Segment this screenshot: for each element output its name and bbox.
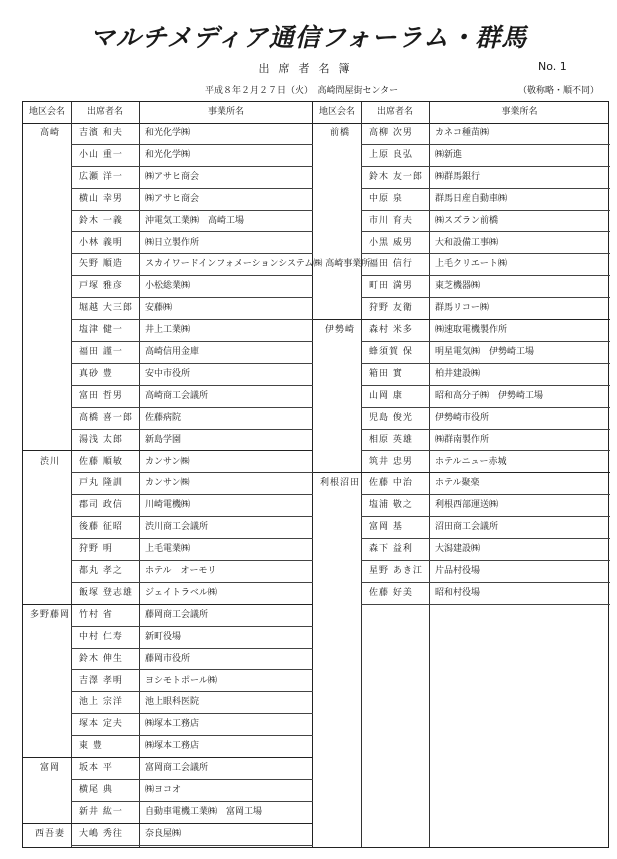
- table-row: [23, 298, 313, 320]
- district-cell: [317, 517, 363, 539]
- district-cell: 伊勢崎: [324, 325, 355, 336]
- attendee-name: 富田 哲男: [79, 390, 123, 401]
- table-row: [23, 824, 313, 846]
- district-cell: [27, 211, 73, 233]
- district-cell: [27, 583, 73, 605]
- district-cell: [317, 298, 363, 320]
- table-row: [313, 123, 610, 145]
- organization-name: 小松総業㈱: [145, 281, 191, 292]
- table-row: [23, 320, 313, 342]
- attendee-name: 富岡 基: [369, 522, 403, 533]
- organization-name: 群馬リコー㈱: [435, 303, 489, 314]
- organization-name: 上毛クリエート㈱: [435, 259, 507, 270]
- district-cell: [317, 254, 363, 276]
- organization-name: ㈱塚本工務店: [145, 719, 200, 730]
- district-cell: [27, 517, 73, 539]
- organization-name: ㈱塚本工務店: [145, 741, 200, 752]
- district-cell: [317, 539, 363, 561]
- organization-name: 明星電気㈱ 伊勢崎工場: [435, 347, 535, 357]
- district-cell: [27, 430, 73, 452]
- district-cell: [27, 692, 73, 714]
- organization-name: 片品村役場: [435, 566, 481, 576]
- attendee-name: 小林 義明: [79, 237, 123, 248]
- table-row: [313, 583, 610, 605]
- attendee-name: 市川 育夫: [369, 215, 413, 226]
- district-cell: [27, 364, 73, 386]
- organization-name: 安中市役所: [145, 368, 191, 379]
- attendee-name: 戸塚 雅彦: [79, 281, 123, 292]
- table-row: [23, 211, 313, 233]
- district-cell: 多野藤岡: [29, 609, 70, 620]
- document-number: No. 1: [538, 60, 567, 73]
- table-row: [23, 539, 313, 561]
- district-cell: [317, 276, 363, 298]
- organization-name: ホテル オーモリ: [145, 566, 217, 576]
- attendee-name: 小山 重一: [79, 149, 123, 160]
- organization-name: ホテルニュー赤城: [435, 456, 507, 467]
- district-cell: [317, 233, 363, 255]
- attendee-name: 上原 良弘: [369, 149, 413, 160]
- table-row: [313, 342, 610, 364]
- organization-name: ㈱群馬銀行: [435, 171, 481, 182]
- district-cell: [27, 627, 73, 649]
- organization-name: 利根西部運送㈱: [435, 500, 499, 511]
- organization-name: ㈱スズラン前橋: [435, 215, 499, 226]
- district-cell: [317, 430, 363, 452]
- attendee-name: 後藤 征昭: [79, 522, 123, 533]
- district-cell: [317, 408, 363, 430]
- district-cell: [27, 539, 73, 561]
- district-cell: [27, 233, 73, 255]
- organization-name: 藤岡商工会議所: [145, 609, 209, 620]
- district-cell: [317, 364, 363, 386]
- table-row: [23, 495, 313, 517]
- table-row: [313, 189, 610, 211]
- table-row: [313, 517, 610, 539]
- district-cell: [27, 145, 73, 167]
- attendee-name: 森村 米多: [369, 325, 413, 336]
- table-row: [313, 254, 610, 276]
- table-row: [23, 517, 313, 539]
- district-cell: [317, 211, 363, 233]
- table-row: [23, 342, 313, 364]
- table-row: [313, 298, 610, 320]
- attendee-name: 湯浅 太郎: [79, 434, 123, 445]
- attendee-name: 箱田 實: [369, 368, 403, 379]
- table-row: [23, 758, 313, 780]
- table-row: [23, 189, 313, 211]
- table-row: [23, 452, 313, 474]
- table-row: [23, 386, 313, 408]
- organization-name: 新島学園: [145, 434, 182, 445]
- table-row: [23, 167, 313, 189]
- district-cell: [317, 189, 363, 211]
- attendee-name: 佐藤 中治: [369, 478, 413, 489]
- table-row: [23, 408, 313, 430]
- district-cell: [27, 561, 73, 583]
- attendee-name: 広瀬 洋一: [79, 171, 123, 182]
- attendee-name: 横尾 典: [79, 785, 113, 795]
- attendee-name: 中原 泉: [369, 193, 403, 204]
- table-row: [23, 692, 313, 714]
- district-cell: [27, 736, 73, 758]
- organization-name: 池上眼科医院: [145, 697, 200, 708]
- attendee-name: 矢野 順造: [79, 259, 123, 270]
- organization-name: カンサン㈱: [145, 456, 190, 467]
- table-row: [313, 167, 610, 189]
- organization-name: 自動車電機工業㈱ 富岡工場: [145, 806, 263, 817]
- header-attendee-right: 出席者名: [376, 107, 413, 117]
- organization-name: 沼田商工会議所: [435, 522, 499, 533]
- table-row: [313, 386, 610, 408]
- district-cell: [27, 167, 73, 189]
- attendee-name: 筑井 忠男: [369, 456, 413, 467]
- organization-name: 和光化学㈱: [145, 128, 191, 138]
- organization-name: 昭和村役場: [435, 587, 481, 598]
- district-cell: [27, 649, 73, 671]
- district-cell: [27, 408, 73, 430]
- attendee-name: 真砂 豊: [79, 368, 113, 379]
- attendee-name: 山岡 康: [369, 390, 403, 401]
- attendee-name: 中村 仁寿: [79, 631, 123, 642]
- header-district-right: 地区会名: [318, 107, 355, 117]
- attendee-name: 大嶋 秀往: [79, 828, 123, 839]
- district-cell: [317, 583, 363, 605]
- attendee-name: 塩浦 敬之: [369, 500, 413, 511]
- table-row: [313, 276, 610, 298]
- district-cell: 渋川: [39, 456, 60, 467]
- attendee-name: 飯塚 登志雄: [79, 587, 133, 598]
- table-row: [23, 364, 313, 386]
- table-row: [313, 211, 610, 233]
- table-row: [23, 649, 313, 671]
- organization-name: カネコ種苗㈱: [435, 128, 490, 138]
- table-row: [23, 254, 371, 276]
- district-cell: [27, 671, 73, 693]
- table-row: [313, 495, 610, 517]
- attendee-name: 狩野 明: [79, 544, 113, 555]
- organization-name: 渋川商工会議所: [145, 522, 209, 533]
- organization-name: カンサン㈱: [145, 478, 190, 489]
- attendee-name: 森下 益利: [369, 544, 413, 555]
- organization-name: ㈱群南製作所: [435, 434, 490, 445]
- table-row: [23, 627, 313, 649]
- organization-name: 大和設備工事㈱: [435, 237, 499, 248]
- table-row: [313, 539, 610, 561]
- attendee-name: 佐藤 順敏: [79, 456, 123, 467]
- district-cell: [317, 145, 363, 167]
- organization-name: 伊勢崎市役所: [435, 412, 490, 423]
- district-cell: [27, 780, 73, 802]
- table-row: [23, 276, 313, 298]
- attendee-name: 小黒 威男: [369, 237, 413, 248]
- attendee-name: 児島 俊光: [369, 412, 413, 423]
- table-row: [23, 714, 313, 736]
- attendee-name: 東 豊: [79, 741, 103, 752]
- table-row: [23, 145, 313, 167]
- table-row: [313, 233, 610, 255]
- organization-name: 新町役場: [145, 631, 182, 642]
- attendee-name: 高柳 次男: [369, 128, 413, 138]
- meeting-date-venue: 平成８年２月２７日（火） 高崎問屋街センター: [205, 86, 399, 96]
- district-cell: [27, 189, 73, 211]
- attendee-name: 福田 信行: [369, 259, 413, 270]
- organization-name: 藤岡市役所: [145, 653, 191, 664]
- organization-name: ヨシモトポール㈱: [145, 675, 217, 686]
- organization-name: 高崎信用金庫: [145, 347, 200, 357]
- district-cell: [27, 473, 73, 495]
- attendee-name: 塩津 健一: [79, 325, 123, 336]
- organization-name: ㈱新進: [435, 149, 463, 160]
- district-cell: [27, 320, 73, 342]
- header-organization-right: 事業所名: [501, 107, 538, 117]
- organization-name: 安藤㈱: [145, 303, 173, 314]
- district-cell: [317, 386, 363, 408]
- organization-name: 佐藤病院: [145, 412, 182, 423]
- organization-name: 沖電気工業㈱ 高崎工場: [145, 215, 245, 226]
- table-row: [313, 145, 610, 167]
- district-cell: [27, 298, 73, 320]
- organization-name: 川崎電機㈱: [145, 500, 191, 511]
- attendee-name: 相原 英雄: [369, 434, 413, 445]
- organization-name: 上毛電業㈱: [145, 544, 191, 555]
- attendee-name: 竹村 省: [79, 609, 113, 620]
- table-row: [23, 605, 313, 627]
- district-cell: [27, 714, 73, 736]
- right-roster: [313, 123, 610, 847]
- organization-name: 群馬日産自動車㈱: [435, 193, 508, 204]
- attendee-name: 鈴木 友一郎: [369, 171, 423, 182]
- attendee-name: 横山 幸男: [79, 193, 123, 204]
- organization-name: ジェイトラベル㈱: [145, 587, 217, 598]
- organization-name: 柏井建設㈱: [435, 368, 481, 379]
- attendee-name: 星野 あき江: [369, 566, 423, 576]
- attendee-name: 新井 紘一: [79, 806, 123, 817]
- organization-name: ㈱速取電機製作所: [435, 325, 508, 336]
- district-cell: [27, 495, 73, 517]
- district-cell: 前橋: [329, 128, 350, 138]
- table-row: [313, 408, 610, 430]
- header-organization: 事業所名: [207, 107, 244, 117]
- attendee-name: 都丸 孝之: [79, 566, 123, 576]
- organization-name: 井上工業㈱: [145, 325, 191, 336]
- district-cell: [317, 452, 363, 474]
- document-subtitle: 出席者名簿: [258, 62, 359, 75]
- attendee-name: 戸丸 隆訓: [79, 478, 123, 489]
- district-cell: 富岡: [39, 763, 60, 774]
- table-row: [313, 364, 610, 386]
- organization-name: 昭和高分子㈱ 伊勢崎工場: [435, 390, 544, 401]
- page-title: マルチメディア通信フォーラム・群馬: [89, 23, 528, 52]
- district-cell: 利根沼田: [319, 478, 360, 489]
- organization-name: 大潟建設㈱: [435, 544, 481, 555]
- district-cell: [27, 254, 73, 276]
- district-cell: [27, 386, 73, 408]
- district-cell: [27, 342, 73, 364]
- table-row: [23, 473, 313, 495]
- table-row: [23, 233, 313, 255]
- organization-name: 奈良屋㈱: [145, 828, 182, 839]
- table-row: [23, 430, 313, 452]
- table-row: [23, 780, 313, 802]
- attendee-name: 福田 謹一: [79, 347, 123, 357]
- header-district: 地区会名: [28, 107, 65, 117]
- table-row: [23, 123, 313, 145]
- district-cell: [317, 495, 363, 517]
- attendee-name: 堀越 大三郎: [79, 303, 133, 314]
- district-cell: [317, 167, 363, 189]
- district-cell: [317, 342, 363, 364]
- table-row: [313, 473, 610, 495]
- organization-name: 富岡商工会議所: [145, 763, 209, 774]
- attendee-name: 高橋 喜一郎: [79, 412, 133, 423]
- organization-name: ㈱日立製作所: [145, 237, 200, 248]
- organization-name: 和光化学㈱: [145, 149, 191, 160]
- table-row: [23, 736, 313, 758]
- table-row: [313, 320, 610, 342]
- district-cell: 高崎: [39, 128, 60, 138]
- attendee-name: 狩野 友衛: [369, 303, 413, 314]
- organization-name: 東芝機器㈱: [435, 281, 481, 292]
- attendee-name: 蜂須賀 保: [369, 347, 413, 357]
- table-row: [23, 802, 313, 824]
- table-row: [23, 561, 313, 583]
- district-cell: [27, 802, 73, 824]
- attendee-name: 池上 宗洋: [79, 697, 123, 708]
- organization-name: 高崎商工会議所: [145, 390, 209, 401]
- attendee-table: [22, 101, 609, 848]
- attendee-name: 吉濱 和夫: [79, 128, 123, 138]
- table-row: [313, 561, 610, 583]
- attendee-name: 佐藤 好美: [369, 587, 413, 598]
- organization-name: スカイワードインフォメーションシステム㈱ 高崎事業所: [145, 259, 371, 270]
- table-header: [23, 102, 608, 124]
- attendee-name: 坂本 平: [79, 763, 113, 774]
- table-row: [23, 583, 313, 605]
- attendee-name: 町田 満男: [369, 281, 413, 292]
- attendee-name: 吉澤 孝明: [79, 675, 123, 686]
- table-row: [313, 452, 610, 474]
- header-attendee: 出席者名: [86, 107, 123, 117]
- table-row: [313, 430, 610, 452]
- district-cell: [317, 561, 363, 583]
- district-cell: [27, 276, 73, 298]
- organization-name: ㈱アサヒ商会: [145, 171, 200, 182]
- attendee-name: 郡司 政信: [79, 500, 123, 511]
- honorific-note: （敬称略・順不同）: [518, 86, 600, 96]
- district-cell: 西吾妻: [34, 828, 65, 839]
- attendee-name: 鈴木 伸生: [79, 653, 123, 664]
- organization-name: ㈱アサヒ商会: [145, 193, 200, 204]
- attendee-name: 鈴木 一義: [79, 215, 123, 226]
- organization-name: ホテル聚楽: [435, 478, 480, 489]
- organization-name: ㈱ヨコオ: [145, 785, 182, 795]
- table-row: [23, 671, 313, 693]
- attendee-name: 塚本 定夫: [79, 719, 123, 730]
